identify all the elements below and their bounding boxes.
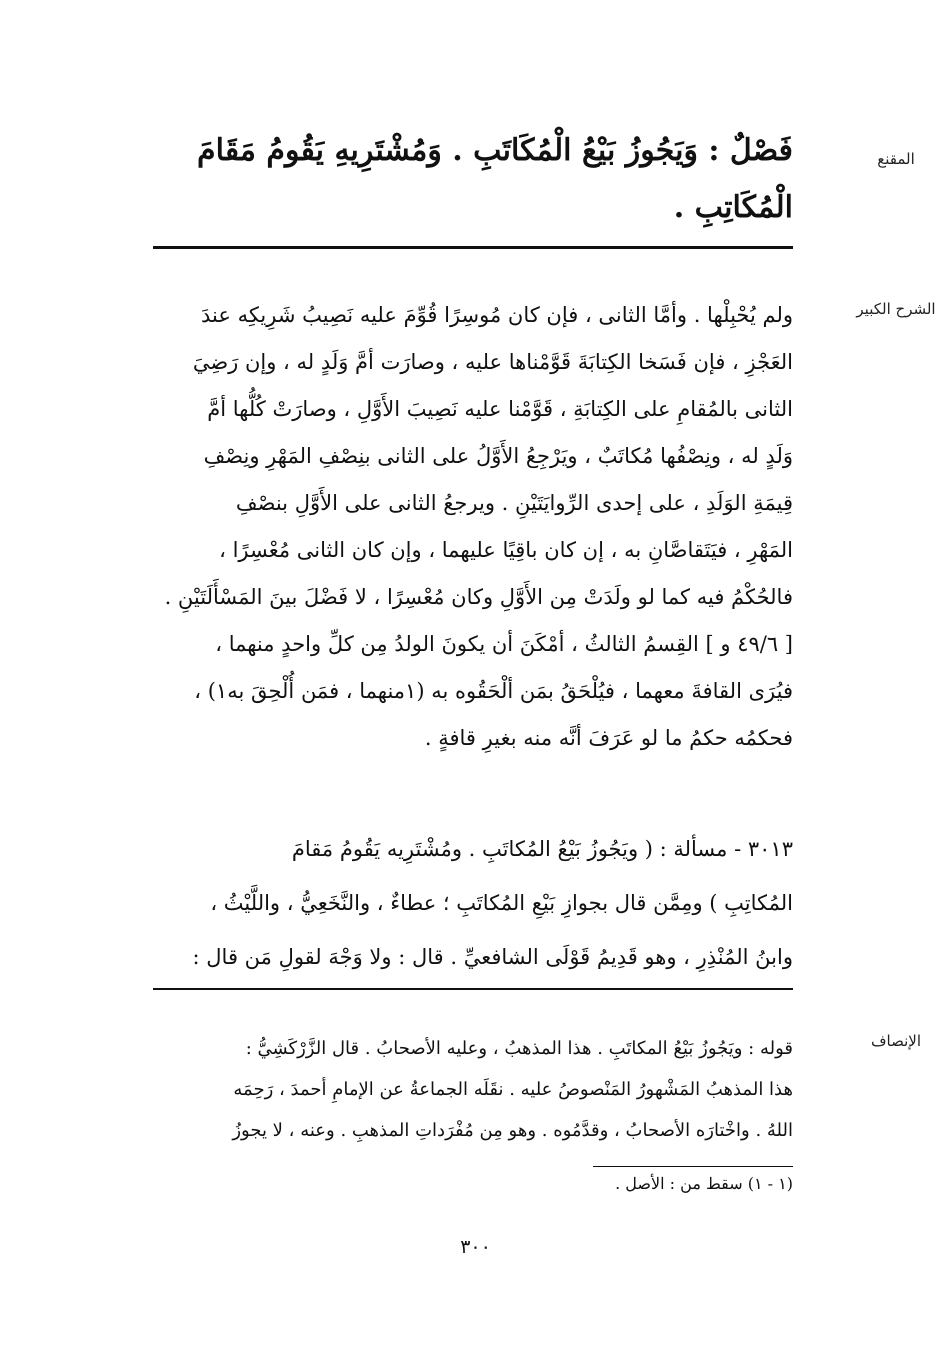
sharh-line: فالحُكْمُ فيه كما لو ولَدَتْ مِن الأَوَّلِ وكان مُعْسِرًا ، لا فَضْلَ بينَ المَسْأَلَتَيْنِ . <box>164 585 793 609</box>
footnote: (١ - ١) سقط من : الأصل . <box>615 1174 793 1193</box>
muqni-divider <box>153 246 793 249</box>
sharh-divider <box>153 988 793 990</box>
insaf-label: الإنصاف <box>870 1032 922 1050</box>
sharh-line: ولم يُحْبِلْها . وأمَّا الثانى ، فإن كان مُوسِرًا قُوِّمَ عليه نَصِيبُ شَرِيكِه عندَ <box>201 303 793 327</box>
page-number: ٣٠٠ <box>460 1236 491 1258</box>
insaf-line: هذا المذهبُ المَشْهورُ المَنْصوصُ عليه . نقَلَه الجماعةُ عن الإمامِ أحمدَ ، رَحِمَه <box>233 1079 793 1100</box>
sharh-text <box>123 292 793 762</box>
muqni-label: المقنع <box>877 150 915 168</box>
sharh-line: قِيمَةِ الوَلَدِ ، على إحدى الرِّوايَتَيْنِ . ويرجعُ الثانى على الأَوَّلِ بنصْفِ <box>235 491 793 515</box>
muqni-line-1: فَصْلٌ : وَيَجُوزُ بَيْعُ الْمُكَاتَبِ . وَمُشْتَرِيهِ يَقُومُ مَقَامَ <box>197 133 793 168</box>
sharh-line: فيُرَى القافةَ معهما ، فيُلْحَقُ بمَن ألْحَقُوه به (١منهما ، فمَن أُلْحِقَ به١) ، <box>194 679 793 703</box>
masala-line: المُكاتِبِ ) ومِمَّن قال بجوازِ بَيْعِ المُكاتَبِ ؛ عطاءٌ ، والنَّخَعِيُّ ، واللَّيْثُ ، <box>210 891 793 915</box>
insaf-line: قوله : ويَجُوزُ بَيْعُ المكاتَبِ . هذا المذهبُ ، وعليه الأصحابُ . قال الزَّرْكَشِيُّ : <box>245 1038 793 1059</box>
sharh-line: المَهْرِ ، فيَتَقاصَّانِ به ، إن كان باقِيًا عليهما ، وإن كان الثانى مُعْسِرًا ، <box>219 538 793 562</box>
insaf-text <box>123 1028 793 1151</box>
sharh-line: العَجْزِ ، فإن فَسَخا الكِتابَةَ قَوَّمْناها عليه ، وصارَت أمَّ وَلَدٍ له ، وإن رَضِيَ <box>192 350 793 374</box>
sharh-label: الشرح الكبير <box>856 300 936 318</box>
insaf-line: اللهُ . واخْتارَه الأصحابُ ، وقدَّمُوه . وهو مِن مُفْرَداتِ المذهبِ . وعنه ، لا يجوزُ <box>232 1120 793 1141</box>
masala-line: ٣٠١٣ - مسألة : ( ويَجُوزُ بَيْعُ المُكاتَبِ . ومُشْتَرِيه يَقُومُ مَقامَ <box>291 837 793 861</box>
masala-text <box>123 822 793 984</box>
sharh-line: وَلَدٍ له ، ونِصْفُها مُكاتَبٌ ، ويَرْجِعُ الأَوَّلُ على الثانى بنِصْفِ المَهْرِ ونِصْفِ <box>203 444 793 468</box>
muqni-line-2: الْمُكَاتِبِ . <box>673 190 793 225</box>
sharh-line: [ ٤٩/٦ و ] القِسمُ الثالثُ ، أمْكَنَ أن يكونَ الولدُ مِن كلِّ واحدٍ منهما ، <box>215 632 793 656</box>
muqni-text <box>123 122 793 236</box>
sharh-line: الثانى بالمُقامِ على الكِتابَةِ ، قَوَّمْنا عليه نَصِيبَ الأَوَّلِ ، وصارَتْ كُلُّها أمَّ <box>207 397 793 421</box>
footnote-divider <box>593 1166 793 1167</box>
sharh-line: فحكمُه حكمُ ما لو عَرَفَ أنَّه منه بغيرِ قافةٍ . <box>424 726 793 750</box>
masala-line: وابنُ المُنْذِرِ ، وهو قَدِيمُ قَوْلَى الشافعيِّ . قال : ولا وَجْهَ لقولِ مَن قال : <box>192 945 793 969</box>
